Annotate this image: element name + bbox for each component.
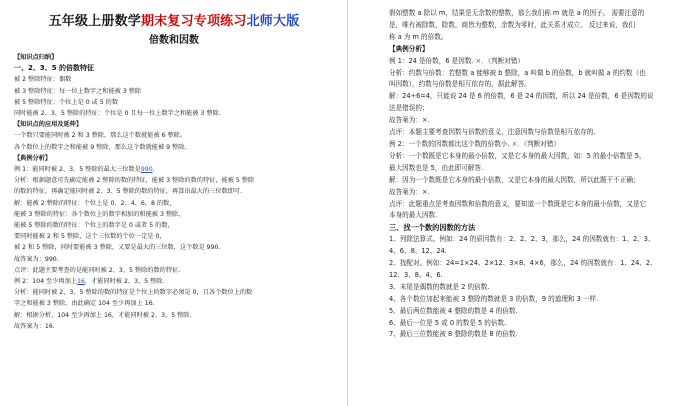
right-text-line (389, 210, 682, 222)
line-text: 法是错误的； (389, 104, 429, 113)
answer-blank: 990 (140, 166, 153, 174)
right-text-line (389, 115, 682, 127)
line-text: 要同时能被 2 和 5 整除，这个三位数的个位一定是 0， (14, 233, 166, 241)
right-text-line (389, 163, 682, 175)
line-text: 最大因数也是 5，由此即可解答. (389, 163, 484, 172)
line-text: 分析：根据题意可先确定能被 2 整除的数的特征，能被 3 整除的数的特征，能被 5 整除 (14, 177, 255, 185)
document-title (14, 10, 334, 29)
left-text-line (14, 220, 334, 231)
left-text-line (14, 231, 334, 242)
right-text-line (389, 32, 682, 44)
line-text: 分析：约数与倍数：若整数 a 能够被 b 整除，a 叫做 b 的倍数，b 就叫做 a 的约数（也 (389, 68, 646, 77)
line-text: 分析：一个数既是它本身的最小倍数，又是它本身的最大因数，如：5 的最小倍数是 5， (389, 151, 646, 160)
line-text: 被 5 整除特征：个位上是 0 或 5 的数 (14, 98, 119, 106)
left-text-line (14, 119, 334, 130)
left-text-line (14, 108, 334, 119)
left-text-line (14, 153, 334, 164)
line-text: 解：根据分析，104 至少再加上 16，才能同时被 2、3、5 整除. (14, 311, 192, 319)
left-text-line (14, 74, 334, 85)
line-tail: . (152, 166, 155, 174)
left-text-line (14, 142, 334, 153)
line-text: 例 1：能同时被 2、3、5 整除的最大三位数是 (14, 166, 141, 174)
line-text: 点评：本题主要考查因数与倍数的意义，注意因数与倍数是相互依存的. (389, 128, 596, 137)
line-text: 各个数位上的数字之和能被 9 整除，那么这个数就能被 9 整除。 (14, 143, 191, 151)
line-text: 能被 5 整除的数的特征：个位上的数字是 0 或者 5 的数， (14, 222, 174, 230)
right-text-line (389, 187, 682, 199)
right-text-line (389, 294, 682, 306)
right-text-line (389, 318, 682, 330)
line-text: 12、3、8、4、6. (389, 270, 443, 279)
right-text-line (389, 127, 682, 139)
line-text: 故答案为：×. (389, 187, 430, 196)
line-text: 【典例分析】 (14, 154, 52, 162)
line-text: 一个数只要能同时被 2 和 3 整除，那么这个数就能被 6 整除。 (14, 132, 187, 140)
left-text-line (14, 63, 334, 74)
line-text: 能被 3 整除的特征：各个数位上的数字相加的和能被 3 整除， (14, 210, 185, 218)
line-tail: ．（判断对错） (517, 139, 560, 148)
line-text: 1、列除法算式。例如：24 的质因数有：2、2、2、3，那么，24 的因数就有：1、2、3、 (389, 235, 655, 244)
right-text-line (389, 234, 682, 246)
line-text: 点评：此题主要考查的是能同时被 2、3、5 整除的数的特征. (14, 266, 181, 274)
line-text: 6、最后一位是 5 或 0 的数是 5 的倍数. (389, 318, 507, 327)
left-text-line (14, 175, 334, 186)
line-tail: ．（判断对错） (481, 56, 524, 65)
right-text-line (389, 175, 682, 187)
line-text: 的数的特征，再确定能同时被 2、3、5 整除的数的特征，再算出最大的三位数即可. (14, 188, 243, 196)
line-text: 称 a 为 m 的倍数。 (389, 32, 448, 41)
left-text-line (14, 242, 334, 253)
line-text: 本身的最大因数. (389, 211, 438, 220)
answer-mark: × (473, 56, 482, 65)
right-text-line (389, 270, 682, 282)
left-page (0, 0, 344, 406)
right-text-line (389, 8, 682, 20)
left-text-line (14, 321, 334, 332)
line-text: 同时能被 2、3、5 整除的特征：个位是 0 且每一位上数字之和能被 3 整除. (14, 110, 221, 118)
left-text-line (14, 86, 334, 97)
line-text: 点评：此题重点是考查因数和倍数的意义，要知道一个数既是它本身的最小倍数，又是它 (389, 199, 647, 208)
right-text-line (389, 139, 682, 151)
line-text: 解：能被 2 整除的特征：个位上是 0、2、4、6、8 的数， (14, 199, 176, 207)
left-text-line (14, 265, 334, 276)
line-text: 分析：能同时被 2、3、5 整除的数的特征是个位上的数字必须是 0，且各个数位上的数 (14, 289, 253, 297)
title-part-3: 北师大版 (246, 14, 300, 29)
right-text-line (389, 282, 682, 294)
right-text-body (389, 8, 682, 341)
left-text-line (14, 254, 334, 265)
line-text: 故答案为：×. (389, 116, 430, 125)
line-tail: ，才能同时被 2、3、5 整除. (84, 278, 165, 286)
right-text-line (389, 199, 682, 211)
line-text: 被 3 整除特征：每一位上数字之和能被 3 整除 (14, 87, 142, 95)
right-text-line (389, 56, 682, 68)
document-subtitle: 倍数和因数 (149, 35, 199, 46)
line-text: 2、找配对。例如：24=1×24、2×12、3×8、4×6，那么，24 的因数就有：1、24、2、 (389, 259, 657, 268)
line-text: 【典例分析】 (389, 44, 429, 53)
left-text-body (14, 52, 334, 332)
left-text-line (14, 130, 334, 141)
right-text-line (389, 91, 682, 103)
left-text-line (14, 209, 334, 220)
right-text-line (389, 20, 682, 32)
right-text-line (389, 222, 682, 234)
left-text-line (14, 198, 334, 209)
line-text: 被 2 和 5 整除，同时要能被 3 整除，又要是最大的三位数，这个数是 990. (14, 244, 221, 252)
line-text: 【知识点的应用及延伸】 (14, 121, 83, 129)
right-text-line (389, 329, 682, 341)
line-text: 故答案为：990. (14, 255, 59, 263)
line-text: 例 2：一个数的因数都比这个数的倍数小. (389, 139, 510, 148)
right-text-line (389, 44, 682, 56)
left-text-line (14, 52, 334, 63)
line-text: 是，唯有被除数，除数，商皆为整数，余数为零时，此关系才成立。 反过来说，我们 (389, 20, 636, 29)
page-gutter (348, 0, 383, 406)
line-text: 3、末尾是偶数的数就是 2 的倍数. (389, 282, 490, 291)
left-text-line (14, 287, 334, 298)
title-part-1: 五年级上册数学 (48, 14, 141, 29)
line-text: 例 1：24 是倍数，6 是因数. (389, 56, 474, 65)
line-text: 三、找一个数的因数的方法 (389, 223, 476, 233)
left-text-line (14, 97, 334, 108)
line-text: 7、最后三位数能被 8 整除的数是 8 的倍数. (389, 330, 518, 339)
right-text-line (389, 258, 682, 270)
line-text: 【知识点归纳】 (14, 54, 58, 61)
title-part-2: 期末复习专项练习 (140, 14, 247, 29)
line-text: 4、6、8、12、24. (389, 247, 447, 256)
line-text: 字之和能被 3 整除，由此确定 104 至少再加上 16. (14, 300, 155, 308)
left-text-line (14, 276, 334, 287)
line-text: 故答案为：16. (14, 322, 55, 330)
right-page (383, 0, 690, 406)
left-text-line (14, 186, 334, 197)
line-text: 解：24÷6=4，只能说 24 是 6 的倍数，6 是 24 的因数，所以 24 是倍数，6 是因数的说 (389, 92, 654, 101)
right-text-line (389, 79, 682, 91)
left-text-line (14, 298, 334, 309)
left-text-line (14, 310, 334, 321)
line-text: 解：因为一个数既是它本身的最小倍数，又是它本身的最大因数，所以此题干不正确； (389, 175, 640, 184)
left-text-line (14, 164, 334, 175)
answer-mark: × (509, 139, 518, 148)
line-text: 例 2：104 至少再加上 (14, 278, 77, 286)
line-text: 一、2、3、5 的倍数特征 (14, 64, 95, 73)
right-text-line (389, 306, 682, 318)
line-text: 假如整数 a 除以 m，结果是无余数的整数，那么我们称 m 就是 a 的因子。 需要注意的 (389, 9, 645, 17)
line-text: 叫因数），约数与倍数是相互依存的，据此解答。 (389, 80, 531, 89)
answer-blank: 16 (77, 278, 85, 286)
line-text: 4、各个数位加起来能被 3 整除的数就是 3 的倍数，9 的道理和 3 一样. (389, 294, 599, 303)
line-text: 5、最后两位数能被 4 整除的数是 4 的倍数. (389, 306, 518, 315)
right-text-line (389, 246, 682, 258)
right-text-line (389, 68, 682, 80)
line-text: 被 2 整除特征：偶数 (14, 76, 72, 84)
right-text-line (389, 103, 682, 115)
right-text-line (389, 151, 682, 163)
